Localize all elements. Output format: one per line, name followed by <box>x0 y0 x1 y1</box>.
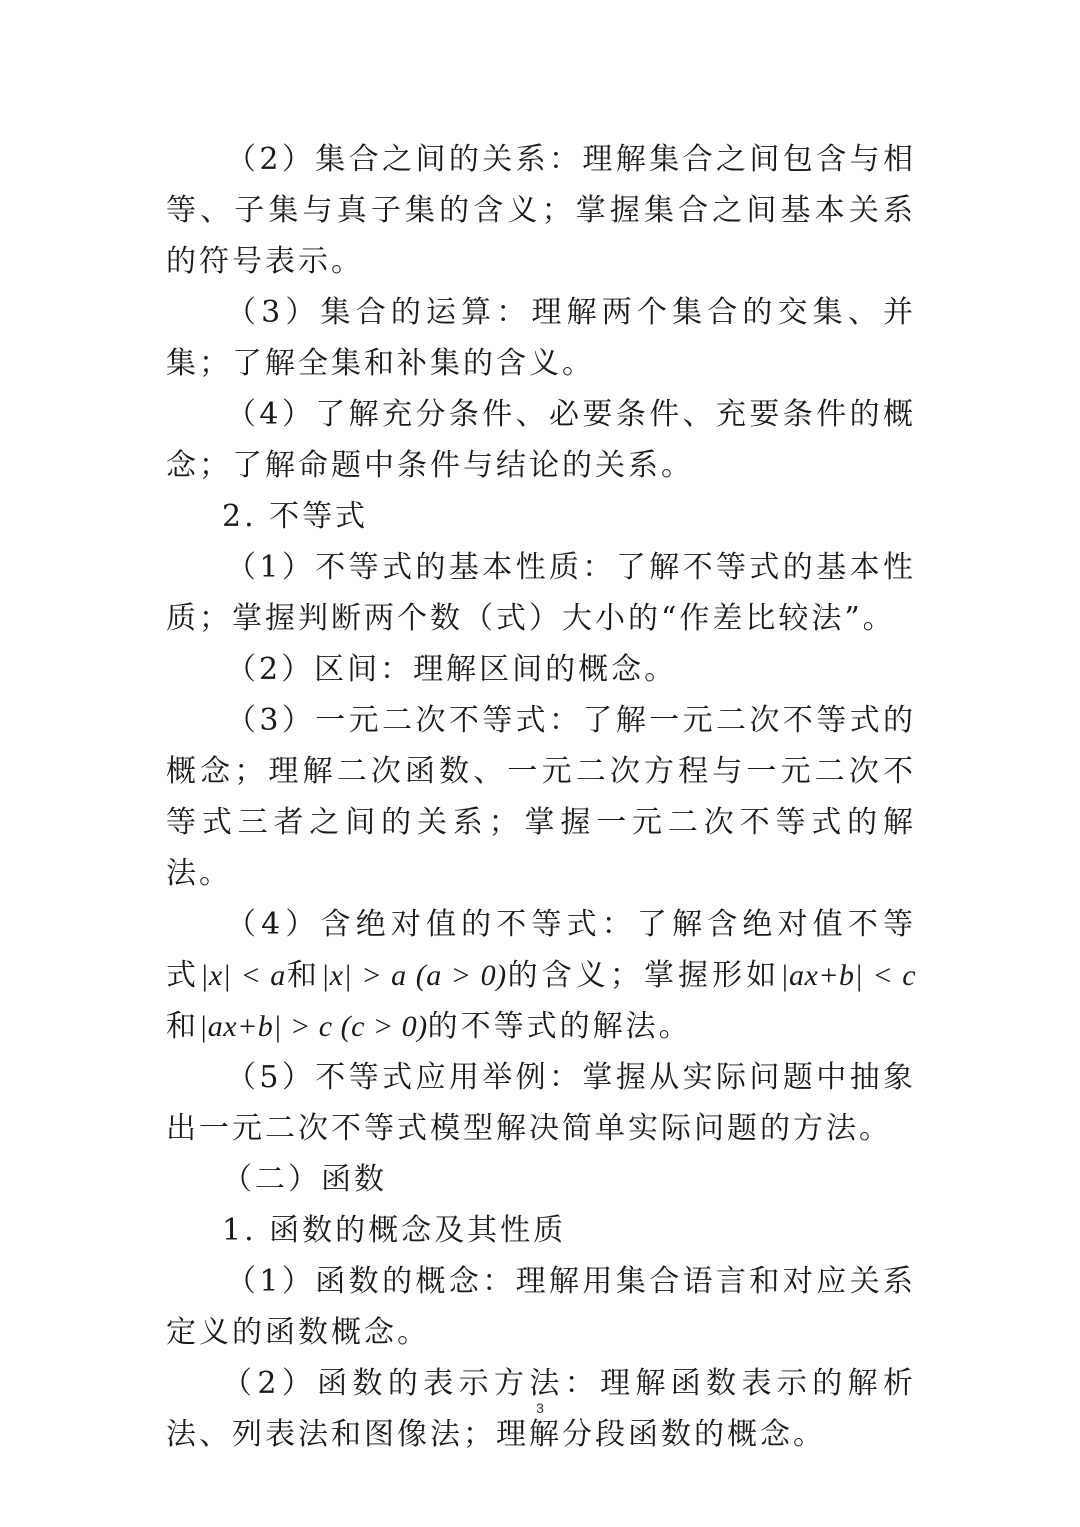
abs-text-2: 和 <box>285 958 321 993</box>
math-expression-3: |ax+b| < c <box>780 959 917 992</box>
paragraph-set-relations: （2）集合之间的关系：理解集合之间包含与相等、子集与真子集的含义；掌握集合之间基本关系的符号表示。 <box>166 142 916 279</box>
paragraph-absolute-value-inequality <box>166 899 916 1052</box>
abs-text-1: （4）含绝对值的不等式：了解含绝对值不等式 <box>166 907 916 993</box>
paragraph-inequality-application: （5）不等式应用举例：掌握从实际问题中抽象出一元二次不等式模型解决简单实际问题的方法。 <box>166 1060 916 1146</box>
math-expression-1: |x| < a <box>200 959 286 992</box>
paragraph-function-definition: （1）函数的概念：理解用集合语言和对应关系定义的函数概念。 <box>166 1264 916 1350</box>
math-expression-2: |x| > a (a > 0) <box>320 959 507 992</box>
paragraph-interval: （2）区间：理解区间的概念。 <box>226 652 678 687</box>
page-content <box>166 134 916 1460</box>
abs-text-3: 的含义；掌握形如 <box>506 958 781 993</box>
abs-text-4: 和 <box>166 1009 199 1044</box>
paragraph-set-operations: （3）集合的运算：理解两个集合的交集、并集；了解全集和补集的含义。 <box>166 295 916 381</box>
heading-inequality: 2. 不等式 <box>222 499 369 534</box>
paragraph-function-representation: （2）函数的表示方法：理解函数表示的解析法、列表法和图像法；理解分段函数的概念。 <box>166 1366 916 1452</box>
paragraph-conditions: （4）了解充分条件、必要条件、充要条件的概念；了解命题中条件与结论的关系。 <box>166 397 916 483</box>
paragraph-quadratic-inequality: （3）一元二次不等式：了解一元二次不等式的概念；理解二次函数、一元二次方程与一元二次不等式三者之间的关系；掌握一元二次不等式的解法。 <box>166 703 916 891</box>
heading-function-concept: 1. 函数的概念及其性质 <box>222 1213 567 1248</box>
page-number: 3 <box>536 1400 544 1416</box>
math-expression-4: |ax+b| > c (c > 0) <box>199 1010 428 1043</box>
paragraph-inequality-properties: （1）不等式的基本性质：了解不等式的基本性质；掌握判断两个数（式）大小的“作差比较法”。 <box>166 550 916 636</box>
abs-text-5: 的不等式的解法。 <box>427 1009 692 1044</box>
heading-function-section: （二）函数 <box>222 1162 387 1197</box>
